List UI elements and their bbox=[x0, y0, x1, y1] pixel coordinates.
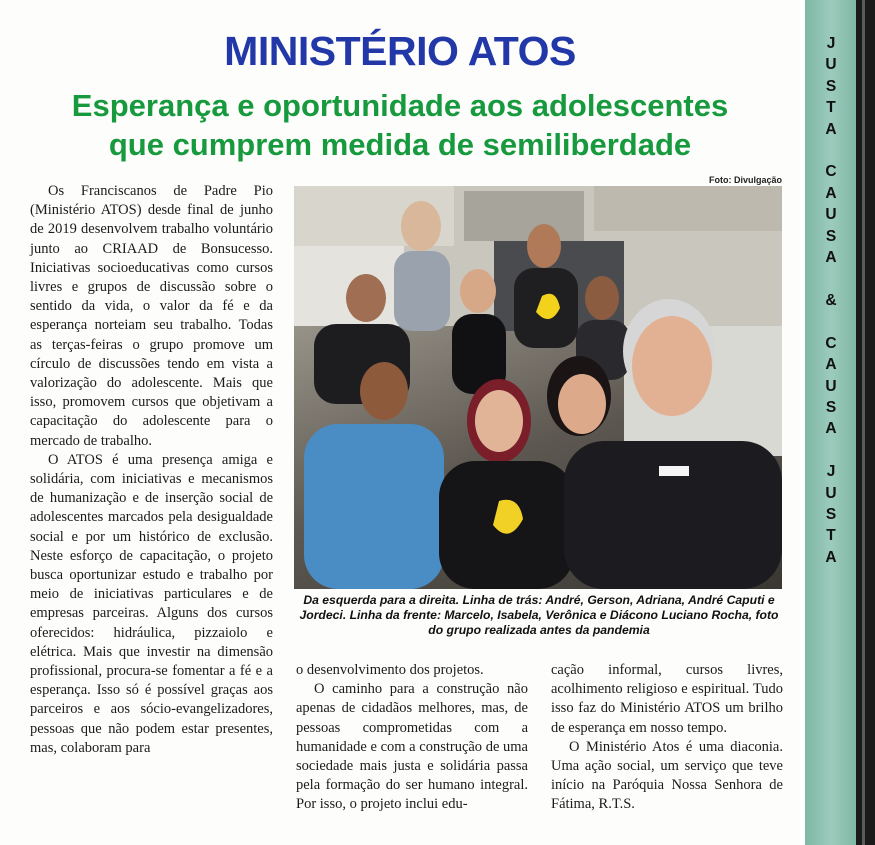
sidebar-letter: A bbox=[825, 548, 837, 566]
article-column-2 bbox=[296, 661, 528, 815]
paragraph: cação informal, cursos livres, acolhimento religioso e espiritual. Tudo isso faz do Ministério ATOS um brilho de esperança em nosso tempo. bbox=[551, 662, 783, 736]
sidebar-letter: A bbox=[825, 249, 837, 267]
paragraph: O caminho para a construção não apenas de cidadãos melhores, mas, de pessoas comprometidas com a humanidade e com a construção de uma sociedade mais justa e solidária passa pela formação do ser humano integral. Por isso, o projeto inclui edu- bbox=[296, 681, 528, 813]
sidebar-letter: U bbox=[825, 484, 837, 502]
photo-caption: Da esquerda para a direita. Linha de trás: André, Gerson, Adriana, André Caputi e Jordeci. Linha da frente: Marcelo, Isabela, Verônica e Diácono Luciano Rocha, foto do grupo realizada antes da pandemia bbox=[299, 593, 779, 637]
article-column-1 bbox=[30, 182, 273, 758]
sidebar-letter: S bbox=[825, 77, 837, 95]
sidebar-letter: & bbox=[825, 291, 837, 309]
sidebar-letter bbox=[805, 140, 857, 161]
sidebar-letter: J bbox=[826, 463, 836, 481]
justa-causa-sidebar bbox=[802, 0, 857, 845]
group-selfie-photo bbox=[294, 186, 782, 589]
paragraph: o desenvolvimento dos projetos. bbox=[296, 662, 484, 678]
sidebar-vertical-text bbox=[805, 33, 857, 568]
page-edge bbox=[856, 0, 875, 845]
sidebar-letter bbox=[805, 311, 857, 332]
page-edge-line bbox=[862, 0, 865, 845]
sidebar-letter: C bbox=[825, 334, 837, 352]
sidebar-letter: U bbox=[825, 377, 837, 395]
article-subtitle bbox=[20, 86, 780, 164]
sidebar-letter: A bbox=[825, 420, 837, 438]
article-column-3 bbox=[551, 661, 783, 815]
sidebar-letter: U bbox=[825, 56, 837, 74]
paragraph: O Ministério Atos é uma diaconia. Uma ação social, um serviço que teve início na Paróquia Nossa Senhora de Fátima, R.T.S. bbox=[551, 738, 783, 813]
paragraph: Os Franciscanos de Padre Pio (Ministério ATOS) desde final de junho de 2019 desenvolvem trabalho voluntário junto ao CRIAAD de Bonsucesso. Iniciativas socioeducativas como cursos livres e grupos de discussão sobre o sentido da vida, o valor da fé e da esperança norteiam seu trabalho. Todas as terças-feiras o grupo promove um círculo de discussões tendo em vista a valorização do adolescente. Mais que isso, promovem cursos que objetivam a capacitação do adolescente para o mercado de trabalho. bbox=[30, 183, 273, 449]
sidebar-letter: U bbox=[825, 206, 837, 224]
photo-illustration-icon bbox=[294, 186, 782, 589]
article-title: MINISTÉRIO ATOS bbox=[224, 28, 576, 74]
sidebar-letter bbox=[805, 268, 857, 289]
sidebar-letter: J bbox=[826, 35, 836, 52]
sidebar-letter: S bbox=[825, 227, 837, 245]
sidebar-letter: S bbox=[825, 398, 837, 416]
sidebar-letter bbox=[805, 440, 857, 461]
subtitle-line-2: que cumprem medida de semiliberdade bbox=[108, 127, 692, 162]
subtitle-line-1: Esperança e oportunidade aos adolescentes bbox=[71, 88, 729, 123]
photo-credit: Foto: Divulgação bbox=[708, 175, 782, 185]
sidebar-letter: A bbox=[825, 184, 837, 202]
sidebar-letter: S bbox=[825, 505, 837, 523]
sidebar-letter: T bbox=[826, 99, 836, 117]
paragraph: O ATOS é uma presença amiga e solidária, com iniciativas e mecanismos de humanização e de inserção social de adolescentes marcados pela desigualdade social e por um histórico de exclusão. Neste esforço de capacitação, o projeto busca oportunizar estudo e trabalho por meio de iniciativas particulares e de empresas parceiras. Alguns dos cursos oferecidos: hidráulica, pizzaiolo e elétrica. Mais que investir na dimensão profissional, procura-se fomentar a fé e a esperança. Isso só é possível graças aos parceiros e aos sócio-evangelizadores, pessoas que não podem estar presentes, mas, colaboram para bbox=[30, 451, 273, 756]
sidebar-letter: A bbox=[825, 356, 837, 374]
sidebar-letter: C bbox=[825, 163, 837, 181]
sidebar-letter: A bbox=[825, 120, 837, 138]
sidebar-letter: T bbox=[826, 527, 836, 545]
